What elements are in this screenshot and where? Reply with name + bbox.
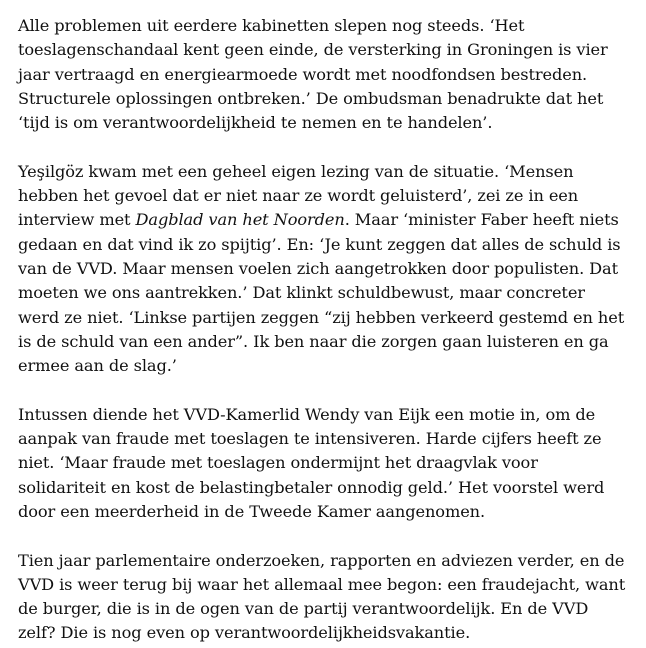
- newspaper-title: Dagblad van het Noorden: [135, 210, 345, 230]
- paragraph-1-text: Alle problemen uit eerdere kabinetten slepen nog steeds. ‘Het toeslagenschandaal kent geen einde, de versterking in Groningen is vier jaar vertraagd en energiearmoede wordt met noodfondsen bestreden. Structurele oplossingen ontbreken.’ De ombudsman benadrukte dat het ‘tijd is om verantwoordelijkheid te nemen en te handelen’.: [18, 16, 608, 133]
- paragraph-2: [18, 160, 628, 379]
- paragraph-4: [18, 549, 628, 646]
- paragraph-3-text: Intussen diende het VVD-Kamerlid Wendy van Eijk een motie in, om de aanpak van fraude met toeslagen te intensiveren. Harde cijfers heeft ze niet. ‘Maar fraude met toeslagen ondermijnt het draagvlak voor solidariteit en kost de belastingbetaler onnodig geld.’ Het voorstel werd door een meerderheid in de Tweede Kamer aangenomen.: [18, 404, 605, 521]
- paragraph-4-text: Tien jaar parlementaire onderzoeken, rapporten en adviezen verder, en de VVD is weer terug bij waar het allemaal mee begon: een fraudejacht, want de burger, die is in de ogen van de partij verantwoordelijk. En de VVD zelf? Die is nog even op verantwoordelijkheidsvakantie.: [18, 550, 626, 643]
- paragraph-1: [18, 14, 628, 135]
- paragraph-2-text-b: . Maar ‘minister Faber heeft niets gedaan en dat vind ik zo spijtig’. En: ‘Je kunt zeggen dat alles de schuld is van de VVD. Maar mensen voelen zich aangetrokken door populisten. Dat moeten we ons aantrekken.’ Dat klinkt schuldbewust, maar concreter werd ze niet. ‘Linkse partijen zeggen “zij hebben verkeerd gestemd en het is de schuld van een ander”. Ik ben naar die zorgen gaan luisteren en ga ermee aan de slag.’: [18, 210, 625, 376]
- paragraph-2-text-a: Yeşilgöz kwam met een geheel eigen lezing van de situatie. ‘Mensen hebben het gevoel dat er niet naar ze wordt geluisterd’, zei ze in een interview met: [18, 161, 579, 230]
- paragraph-3: [18, 403, 628, 524]
